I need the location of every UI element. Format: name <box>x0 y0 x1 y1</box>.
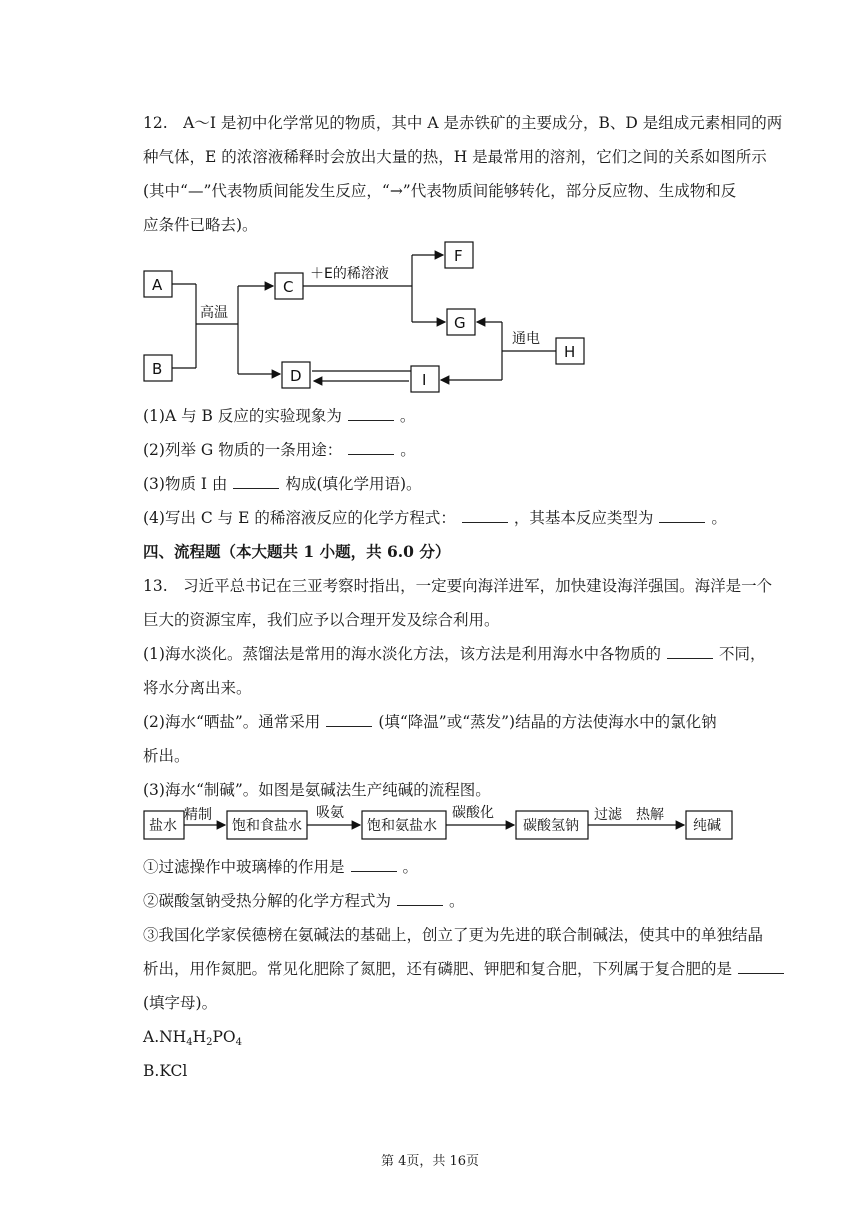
node-h-label: H <box>564 343 576 361</box>
q12-part-3: (3)物质 I 由 构成(填化学用语)。 <box>143 475 422 493</box>
flow-box-4-label: 碳酸氢钠 <box>523 818 579 834</box>
answer-blank[interactable] <box>233 476 279 489</box>
q13-part-2: (2)海水“晒盐”。通常采用 (填“降温”或“蒸发”)结晶的方法使海水中的氯化钠 <box>143 713 717 731</box>
soda-process-flowchart <box>140 802 740 846</box>
answer-blank[interactable] <box>326 714 372 727</box>
q13-part-3: (3)海水“制碱”。如图是氨碱法生产纯碱的流程图。 <box>143 781 491 799</box>
answer-blank[interactable] <box>667 646 713 659</box>
q12-part-2: (2)列举 G 物质的一条用途： 。 <box>143 441 416 459</box>
flow-arrow-2-label: 吸氨 <box>316 805 344 821</box>
q13-step-3-line-3: (填字母)。 <box>143 994 218 1012</box>
answer-blank[interactable] <box>351 859 397 872</box>
node-b-label: B <box>152 360 163 378</box>
q12-part-4: (4)写出 C 与 E 的稀溶液反应的化学方程式： ，其基本反应类型为 。 <box>143 509 727 527</box>
reagent-label: ＋E的稀溶液 <box>310 266 389 282</box>
q13-step-1: ①过滤操作中玻璃棒的作用是 。 <box>143 858 419 876</box>
node-c-label: C <box>283 278 294 296</box>
q13-step-3-line-2: 析出，用作氮肥。常见化肥除了氮肥，还有磷肥、钾肥和复合肥，下列属于复合肥的是 <box>143 959 790 979</box>
answer-blank[interactable] <box>738 961 784 974</box>
q13-part-1: (1)海水淡化。蒸馏法是常用的海水淡化方法，该方法是利用海水中各物质的 不同， <box>143 645 766 663</box>
answer-blank[interactable] <box>348 408 394 421</box>
q13-part-1-line-2: 将水分离出来。 <box>143 679 252 697</box>
q12-intro-line-3: (其中“—”代表物质间能发生反应，“→”代表物质间能够转化，部分反应物、生成物和反 <box>143 182 737 200</box>
node-a-label: A <box>152 276 163 294</box>
flow-arrow-1-label: 精制 <box>184 807 212 823</box>
q13-step-3-line-1: ③我国化学家侯德榜在氨碱法的基础上，创立了更为先进的联合制碱法，使其中的单独结晶 <box>143 926 764 944</box>
flow-box-5-label: 纯碱 <box>693 818 721 834</box>
q12-intro-line-4: 应条件已略去)。 <box>143 216 258 234</box>
flow-box-1-label: 盐水 <box>149 818 177 834</box>
q12-part-1: (1)A 与 B 反应的实验现象为 。 <box>143 407 416 425</box>
option-b[interactable]: B.KCl <box>143 1062 188 1080</box>
node-g-label: G <box>454 314 466 332</box>
flow-arrow-3-label: 碳酸化 <box>452 805 494 821</box>
answer-blank[interactable] <box>659 510 705 523</box>
q13-part-2-line-2: 析出。 <box>143 747 190 765</box>
q12-relationship-diagram <box>140 240 600 395</box>
option-a[interactable]: $A.NH_4H_2PO_4$ <box>143 1028 242 1048</box>
flow-box-2-label: 饱和食盐水 <box>232 818 302 834</box>
answer-blank[interactable] <box>397 893 443 906</box>
section-heading: 四、流程题（本大题共 1 小题，共 6.0 分） <box>143 542 451 561</box>
q12-intro-line-2: 种气体，E 的浓溶液稀释时会放出大量的热，H 是最常用的溶剂，它们之间的关系如图所示 <box>143 148 767 166</box>
answer-blank[interactable] <box>462 510 508 523</box>
node-i-label: I <box>422 371 427 389</box>
gaowen-label: 高温 <box>200 305 228 321</box>
flow-arrow-4-label: 过滤 热解 <box>594 807 664 823</box>
tongdian-label: 通电 <box>512 331 540 347</box>
q13-intro-line-2: 巨大的资源宝库，我们应予以合理开发及综合利用。 <box>143 611 500 629</box>
answer-blank[interactable] <box>348 442 394 455</box>
q12-intro-line-1: 12. A～I 是初中化学常见的物质，其中 A 是赤铁矿的主要成分，B、D 是组成元素相同的两 <box>143 114 783 132</box>
flow-box-3-label: 饱和氨盐水 <box>367 818 437 834</box>
node-d-label: D <box>290 367 302 385</box>
q13-intro-line-1: 13. 习近平总书记在三亚考察时指出，一定要向海洋进军，加快建设海洋强国。海洋是一个 <box>143 577 773 595</box>
page-footer: 第 4页，共 16页 <box>380 1154 480 1169</box>
node-f-label: F <box>454 247 463 265</box>
q13-step-2: ②碳酸氢钠受热分解的化学方程式为 。 <box>143 892 465 910</box>
